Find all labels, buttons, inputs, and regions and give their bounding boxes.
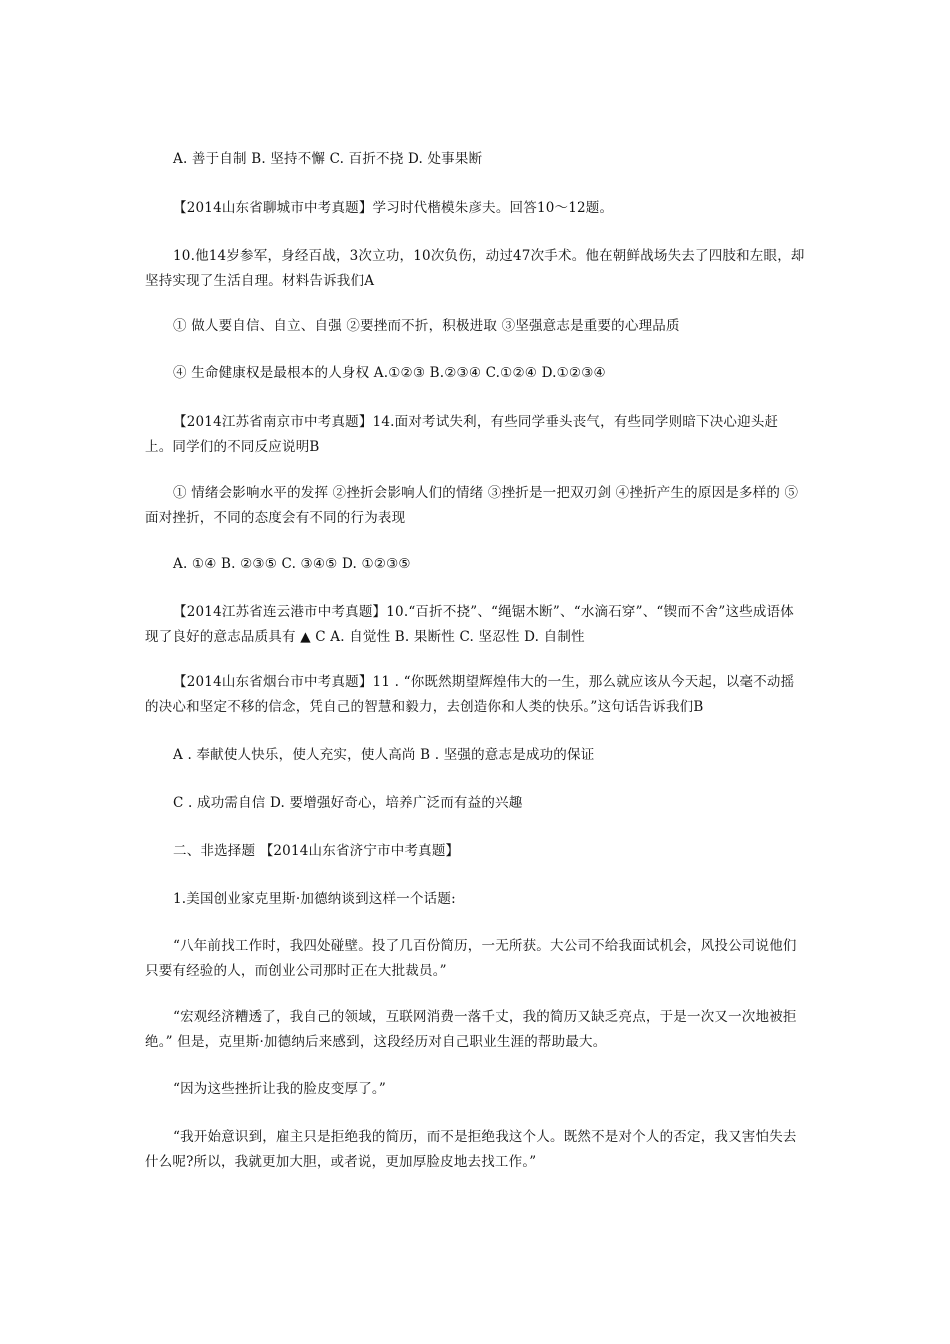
question-10-paragraph: 10.他14岁参军，身经百战，3次立功，10次负伤，动过47次手术。他在朝鲜战场失去了四肢和左眼，却坚持实现了生活自理。材料告诉我们A xyxy=(145,248,805,289)
source-heading-liaocheng: 【2014山东省聊城市中考真题】学习时代楷模朱彦夫。回答10～12题。 xyxy=(173,200,614,216)
quote-paragraph: “我开始意识到，雇主只是拒绝我的简历，而不是拒绝我这个人。既然不是对个人的否定，我又害怕失去什么呢?所以，我就更加大胆，或者说，更加厚脸皮地去找工作。” xyxy=(145,1129,797,1170)
question-lianyungang-paragraph: 【2014江苏省连云港市中考真题】10.“百折不挠”、“绳锯木断”、“水滴石穿”、“锲而不舍”这些成语体现了良好的意志品质具有 ▲ C A. 自觉性 B. 果断性 C. 坚忍性 D. 自制性 xyxy=(145,604,794,645)
question-yantai-paragraph: 【2014山东省烟台市中考真题】11 . “你既然期望辉煌伟大的一生，那么就应该从今天起，以毫不动摇的决心和坚定不移的信念，凭自己的智慧和毅力，去创造你和人类的快乐。”这句话告诉我们B xyxy=(145,674,795,715)
section-heading-non-choice: 二、非选择题 【2014山东省济宁市中考真题】 xyxy=(173,843,460,859)
answer-options-paragraph: A . 奉献使人快乐，使人充实，使人高尚 B . 坚强的意志是成功的保证 xyxy=(173,747,595,763)
statement-options-paragraph: ① 情绪会影响水平的发挥 ②挫折会影响人们的情绪 ③挫折是一把双刃剑 ④挫折产生的原因是多样的 ⑤面对挫折，不同的态度会有不同的行为表现 xyxy=(145,485,799,526)
question-options-paragraph: A. 善于自制 B. 坚持不懈 C. 百折不挠 D. 处事果断 xyxy=(173,151,483,167)
answer-options-paragraph: ④ 生命健康权是最根本的人身权 A.①②③ B.②③④ C.①②④ D.①②③④ xyxy=(173,365,606,381)
answer-options-paragraph: A. ①④ B. ②③⑤ C. ③④⑤ D. ①②③⑤ xyxy=(173,556,411,572)
question-14-paragraph: 【2014江苏省南京市中考真题】14.面对考试失利，有些同学垂头丧气，有些同学则暗下决心迎头赶上。同学们的不同反应说明B xyxy=(145,414,779,455)
material-intro-paragraph: 1.美国创业家克里斯·加德纳谈到这样一个话题: xyxy=(173,891,456,907)
quote-paragraph: “因为这些挫折让我的脸皮变厚了。” xyxy=(173,1081,386,1097)
answer-options-paragraph: C . 成功需自信 D. 要增强好奇心，培养广泛而有益的兴趣 xyxy=(173,795,523,811)
quote-paragraph: “八年前找工作时，我四处碰壁。投了几百份简历，一无所获。大公司不给我面试机会，风投公司说他们只要有经验的人，而创业公司那时正在大批裁员。” xyxy=(145,938,797,979)
statement-options-paragraph: ① 做人要自信、自立、自强 ②要挫而不折，积极进取 ③坚强意志是重要的心理品质 xyxy=(173,318,680,334)
quote-paragraph: “宏观经济糟透了，我自己的领域，互联网消费一落千丈，我的简历又缺乏亮点，于是一次又一次地被拒绝。” 但是，克里斯·加德纳后来感到，这段经历对自己职业生涯的帮助最大。 xyxy=(145,1009,797,1050)
